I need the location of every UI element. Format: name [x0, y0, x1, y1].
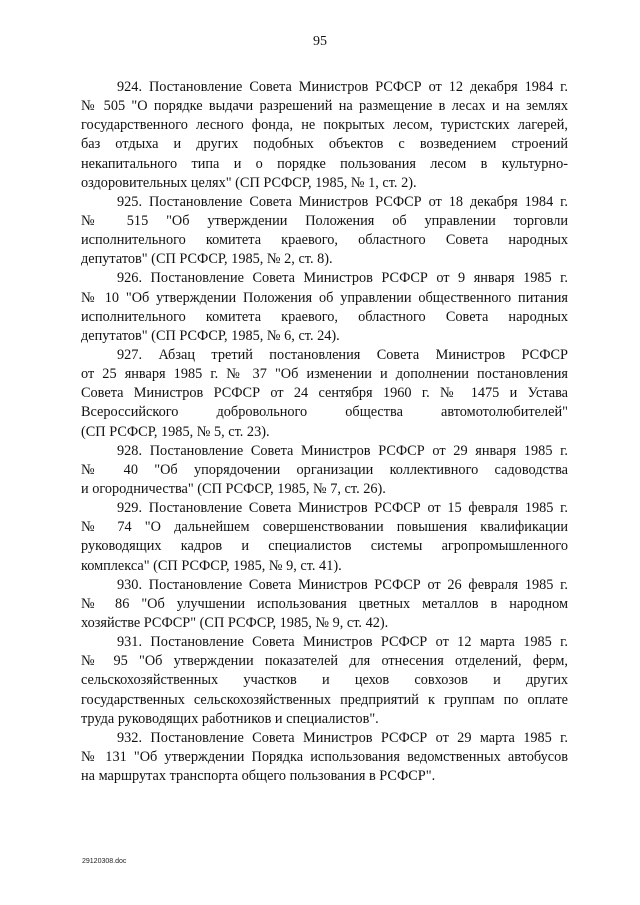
paragraph-line: № 95 "Об утверждении показателей для отнесения отделений, ферм,	[81, 653, 568, 670]
list-item-931	[81, 633, 568, 729]
paragraph-line: депутатов" (СП РСФСР, 1985, № 6, ст. 24).	[81, 327, 340, 344]
list-item-932	[81, 729, 568, 786]
paragraph-line: 924. Постановление Совета Министров РСФСР от 12 декабря 1984 г.	[117, 79, 568, 95]
paragraph-line: некапитального типа и о порядке пользования лесом в культурно-	[81, 155, 568, 172]
paragraph-line: 926. Постановление Совета Министров РСФСР от 9 января 1985 г.	[117, 270, 568, 287]
paragraph-line: исполнительного комитета краевого, областного Совета народных	[81, 232, 568, 249]
paragraph-line: 928. Постановление Совета Министров РСФСР от 29 января 1985 г.	[117, 442, 568, 459]
paragraph-line: Всероссийского добровольного общества автомотолюбителей"	[81, 404, 568, 421]
paragraph-line: № 515 "Об утверждении Положения об управлении торговли	[81, 212, 568, 229]
paragraph-line: (СП РСФСР, 1985, № 5, ст. 23).	[81, 423, 270, 440]
paragraph-line: и огородничества" (СП РСФСР, 1985, № 7, ст. 26).	[81, 480, 386, 497]
paragraph-line: № 86 "Об улучшении использования цветных металлов в народном	[81, 595, 568, 612]
list-item-924	[81, 78, 568, 193]
list-item-925	[81, 193, 568, 270]
paragraph-line: государственного лесного фонда, не покрытых лесом, туристских лагерей,	[81, 117, 568, 134]
list-item-928	[81, 442, 568, 499]
paragraph-line: 932. Постановление Совета Министров РСФСР от 29 марта 1985 г.	[117, 729, 568, 746]
paragraph-line: на маршрутах транспорта общего пользования в РСФСР".	[81, 768, 436, 785]
page-number: 95	[313, 34, 327, 49]
paragraph-line: 927. Абзац третий постановления Совета Министров РСФСР	[117, 346, 568, 363]
paragraph-line: баз отдыха и других подобных объектов с возведением строений	[81, 136, 568, 153]
paragraph-line: Совета Министров РСФСР от 24 сентября 1960 г. № 1475 и Устава	[81, 385, 568, 402]
list-item-927	[81, 346, 568, 442]
paragraph-line: депутатов" (СП РСФСР, 1985, № 2, ст. 8).	[81, 251, 333, 268]
list-item-926	[81, 269, 568, 346]
paragraph-line: государственных сельскохозяйственных предприятий к группам по оплате	[81, 691, 568, 708]
paragraph-line: руководящих кадров и специалистов системы агропромышленного	[81, 538, 568, 555]
paragraph-line: 929. Постановление Совета Министров РСФСР от 15 февраля 1985 г.	[117, 500, 568, 517]
footer-file-code: 29120308.doc	[82, 858, 127, 865]
paragraph-line: оздоровительных целях" (СП РСФСР, 1985, № 1, ст. 2).	[81, 174, 417, 191]
paragraph-line: 925. Постановление Совета Министров РСФСР от 18 декабря 1984 г.	[117, 193, 568, 210]
paragraph-line: труда руководящих работников и специалистов".	[81, 710, 379, 727]
list-item-929	[81, 499, 568, 576]
paragraph-line: хозяйстве РСФСР" (СП РСФСР, 1985, № 9, ст. 42).	[81, 614, 389, 631]
paragraph-line: комплекса" (СП РСФСР, 1985, № 9, ст. 41).	[81, 557, 342, 574]
paragraph-line: 930. Постановление Совета Министров РСФСР от 26 февраля 1985 г.	[117, 576, 568, 593]
document-body	[81, 78, 568, 786]
paragraph-line: № 40 "Об упорядочении организации коллективного садоводства	[81, 461, 568, 478]
list-item-930	[81, 576, 568, 633]
paragraph-line: № 505 "О порядке выдачи разрешений на размещение в лесах и на землях	[81, 98, 568, 115]
paragraph-line: № 131 "Об утверждении Порядка использования ведомственных автобусов	[81, 748, 568, 765]
paragraph-line: № 74 "О дальнейшем совершенствовании повышения квалификации	[81, 519, 568, 536]
paragraph-line: исполнительного комитета краевого, областного Совета народных	[81, 308, 568, 325]
paragraph-line: сельскохозяйственных участков и цехов совхозов и других	[81, 672, 568, 689]
paragraph-line: от 25 января 1985 г. № 37 "Об изменении и дополнении постановления	[81, 366, 568, 383]
paragraph-line: № 10 "Об утверждении Положения об управлении общественного питания	[81, 289, 568, 306]
paragraph-line: 931. Постановление Совета Министров РСФСР от 12 марта 1985 г.	[117, 634, 568, 651]
